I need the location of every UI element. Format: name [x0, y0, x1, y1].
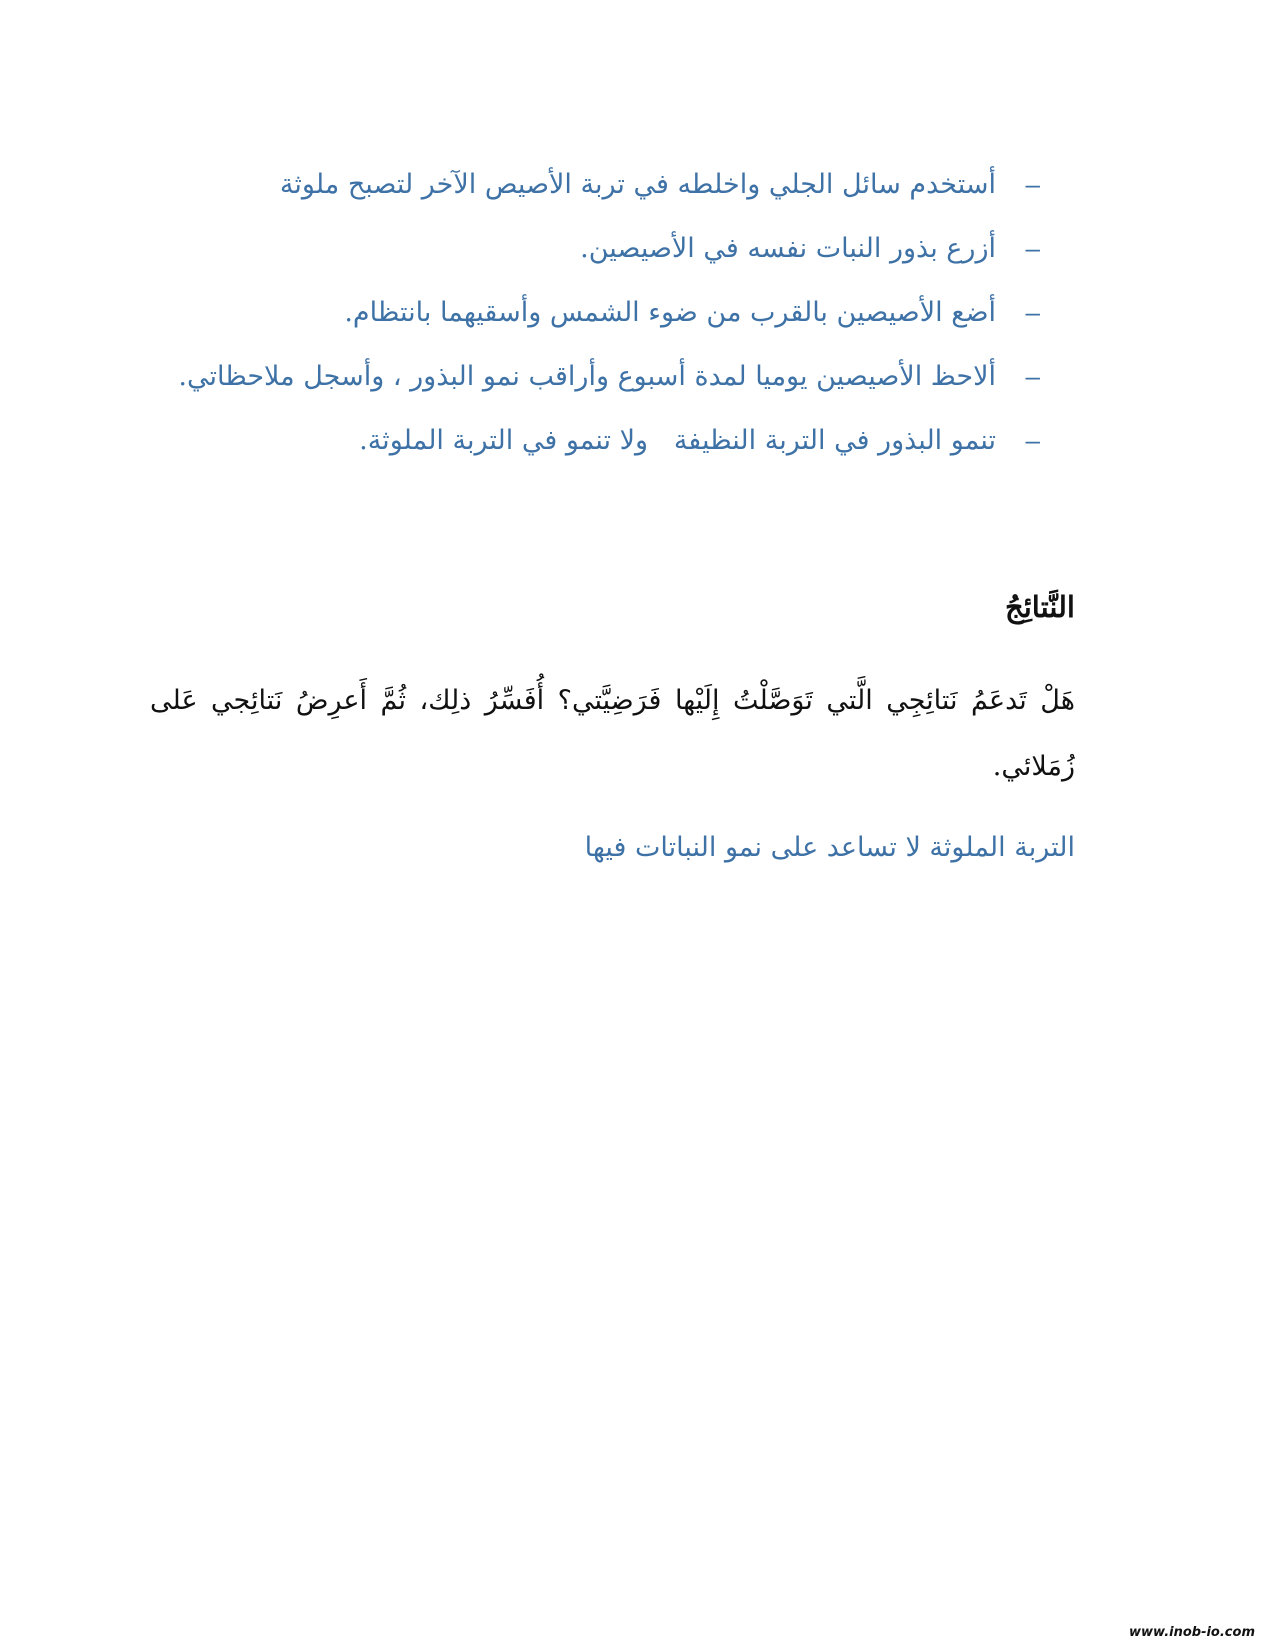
- results-question: هَلْ تَدعَمُ نَتائِجِي الَّتي تَوَصَّلْتُ إِلَيْها فَرَضِيَّتي؟ أُفَسِّرُ ذلِك، ثُمَّ أَعرِضُ نَتائِجي عَلى زُمَلائي.: [150, 685, 1075, 782]
- bullet-dash: –: [1025, 360, 1040, 391]
- procedure-step: [140, 344, 1040, 408]
- procedure-step-text: أستخدم سائل الجلي واخلطه في تربة الأصيص الآخر لتصبح ملوثة: [279, 168, 996, 200]
- procedure-step: [140, 408, 1040, 472]
- procedure-step-text: أزرع بذور النبات نفسه في الأصيصين.: [580, 232, 996, 264]
- results-heading: النَّتائِجُ: [1004, 590, 1075, 624]
- procedure-step: [140, 280, 1040, 344]
- procedure-step-text: ألاحظ الأصيصين يوميا لمدة أسبوع وأراقب نمو البذور ، وأسجل ملاحظاتي.: [178, 360, 996, 392]
- footer-watermark: www.inob-io.com: [1129, 1625, 1255, 1640]
- bullet-dash: –: [1025, 168, 1040, 199]
- procedure-step-text: أضع الأصيصين بالقرب من ضوء الشمس وأسقيهما بانتظام.: [344, 296, 996, 328]
- results-answer: التربة الملوثة لا تساعد على نمو النباتات فيها: [584, 832, 1075, 863]
- bullet-dash: –: [1025, 296, 1040, 327]
- procedure-step: [140, 216, 1040, 280]
- procedure-step: [140, 152, 1040, 216]
- bullet-dash: –: [1025, 232, 1040, 263]
- procedure-step-text: تنمو البذور في التربة النظيفة ولا تنمو في التربة الملوثة.: [359, 424, 996, 456]
- procedure-steps-list: [140, 152, 1040, 472]
- bullet-dash: –: [1025, 424, 1040, 455]
